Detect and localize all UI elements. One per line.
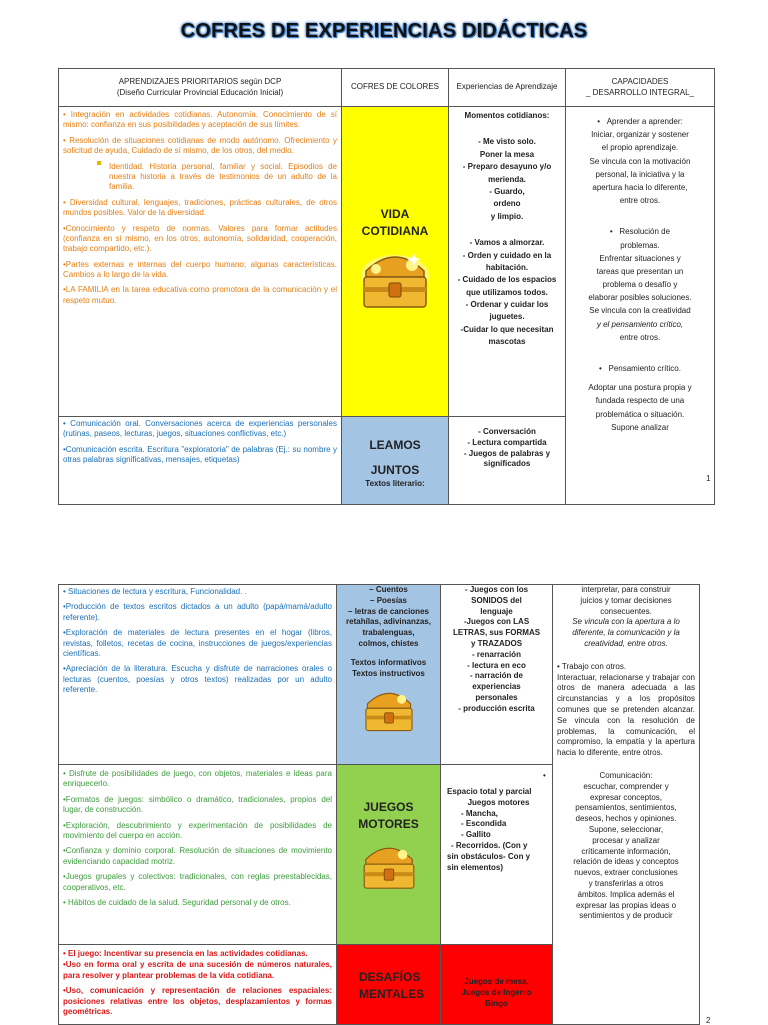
list-item: - narración de xyxy=(470,671,523,681)
list-item: lenguaje xyxy=(480,606,513,616)
list-item: retahílas, adivinanzas, xyxy=(346,617,431,627)
cofre-leamos-cont xyxy=(337,585,441,765)
treasure-chest-icon xyxy=(354,837,424,893)
list-item: - Recorridos. (Con y xyxy=(451,840,528,850)
list-item: •Apreciación de la literatura. Escucha y disfrute de narraciones orales o lecturas (cuentos, poesías y otros textos) realizadas por un adulto referente. xyxy=(63,664,332,695)
vida-experiencias: Momentos cotidianos: - Me visto solo. Poner la mesa - Preparo desayuno y/o merienda. - Guardo, ordeno y limpio. - Vamos a almorzar. - Orden y cuidado en la habitación. - Cuidado de los espacios que utilizamos todos. - Ordenar y cuidar los juguetes. -Cuidar lo que necesitan mascotas xyxy=(449,107,566,417)
treasure-chest-icon xyxy=(352,243,438,313)
list-item: • Resolución de situaciones cotidianas de modo autónomo. Ofrecimiento y solicitud de ayuda, Cuidado de sí mismo, de los otros, del medio. xyxy=(63,135,337,156)
desafios-aprendizajes xyxy=(59,945,337,1025)
list-item: experiencias xyxy=(472,682,521,692)
bullet-icon: • xyxy=(599,364,609,373)
list-item: Identidad. Historia personal, familiar y social. Episodios de nuestra historia a través de testimonios de un adulto de la familia. xyxy=(63,162,337,193)
header-capacidades: CAPACIDADES _ DESARROLLO INTEGRAL_ xyxy=(566,69,715,107)
list-item: – Poesías xyxy=(370,595,407,605)
bullet-icon: • xyxy=(609,227,620,237)
cofre-juegos-motores: JUEGOS MOTORES xyxy=(337,765,441,945)
bullet-icon: • xyxy=(597,117,607,126)
list-item: LETRAS, sus FORMAS xyxy=(452,628,541,638)
list-item: •Partes externas e internas del cuerpo humano; algunas características. Cambios a lo largo de la vida. xyxy=(63,259,337,280)
list-item: - Mancha, xyxy=(461,808,498,818)
list-item: personales xyxy=(475,692,518,702)
cofre-label: VIDA COTIDIANA xyxy=(361,206,429,238)
cofre-vida-cotidiana xyxy=(342,107,449,417)
list-item: – letras de canciones xyxy=(348,606,429,616)
list-item: - Juegos de palabras y xyxy=(463,448,551,458)
juegos-aprendizajes xyxy=(59,765,337,945)
list-item: Poner la mesa xyxy=(479,149,535,159)
header-experiencias: Experiencias de Aprendizaje xyxy=(449,69,566,107)
header-cofres: COFRES DE COLORES xyxy=(342,69,449,107)
list-item: y TRAZADOS xyxy=(470,638,523,648)
list-item: •Comunicación escrita. Escritura "exploratoria" de palabras (Ej.: su nombre y otras palabras significativas, mensajes, etiquetas) xyxy=(63,444,337,465)
leamos-aprendizajes xyxy=(59,417,342,505)
list-item: •Confianza y dominio corporal. Resolución de situaciones de movimiento evidenciando capacidad motriz. xyxy=(63,846,332,866)
list-item: • El juego: Incentivar su presencia en las actividades cotidianas. xyxy=(63,949,308,958)
list-item: •Exploración, descubrimiento y experimentación de posibilidades de movimiento del cuerpo en acción. xyxy=(63,820,332,840)
exp-list-a xyxy=(451,136,563,223)
list-item: - Preparo desayuno y/o xyxy=(462,162,552,172)
cofres-table-2 xyxy=(58,584,700,1025)
list-item: - Me visto solo. xyxy=(478,137,536,147)
list-item: Juegos de mesa. xyxy=(464,977,529,986)
capacidades-cell-2: interpretar, para construir juicios y tomar decisiones consecuentes. Se vincula con la apertura a lo diferente, la comunicación y la creatividad, entre otros. • Trabajo con otros. Interactuar, relacionarse y trabajar con otros de manera adecuada a las circunstancias y a los propósitos comunes que se pretenden alcanzar. Se vincula con la resolución de problemas, la comunicación, el compromiso, la empatía y la apertura hacia lo diferente, entre otros. • Comunicación: escuchar, comprender y expresar conceptos, pensamientos, sentimientos, deseos, hechos y opiniones. Supone, seleccionar, procesar y analizar críticamente información, relación de ideas y conceptos nuevos, extraer conclusiones y transferirlas a otros ámbitos. Implica además el expresar las propias ideas o sentimientos y de producir xyxy=(553,585,700,1025)
cap-resolucion: • Resolución de problemas. Enfrentar situaciones y tareas que presentan un problema o desafío y elaborar posibles soluciones. Se vincula con la creatividad y el pensamiento crítico, entre otros. xyxy=(588,227,692,342)
list-item: •Formatos de juegos: simbólico o dramático, tradicionales, propios del lugar, de construcción. xyxy=(63,794,332,815)
list-item: • Integración en actividades cotidianas. Autonomía. Conocimiento de sí mismo: confianza en sus posibilidades y aceptación de sus límites. xyxy=(63,110,337,130)
cofre-leamos-juntos: LEAMOS JUNTOS Textos literario: xyxy=(342,417,449,505)
list-item: juguetes. xyxy=(489,312,525,322)
list-item: Textos instructivos xyxy=(352,668,425,678)
list-item: - Lectura compartida xyxy=(467,437,547,447)
list-item: - producción escrita xyxy=(458,703,535,713)
list-item: • Diversidad cultural, lenguajes, tradiciones, prácticas culturales, de otros mundos posibles. Valor de la diversidad. xyxy=(63,197,337,218)
cap-pensamiento: • Pensamiento crítico. Adoptar una postura propia y fundada respecto de una problemática o situación. Supone analizar xyxy=(588,364,692,432)
page-title: COFRES DE EXPERIENCIAS DIDÁCTICAS xyxy=(180,20,588,42)
list-item: Textos informativos xyxy=(350,657,427,667)
list-item: • Comunicación oral. Conversaciones acerca de experiencias personales (rutinas, paseos, lecturas, juegos, situaciones conflictivas, etc.) xyxy=(63,419,337,439)
list-item: - Escondida xyxy=(461,819,507,829)
list-item: • Hábitos de cuidado de la salud. Seguridad personal y de otros. xyxy=(63,897,291,907)
list-item: • Disfrute de posibilidades de juego, con objetos, materiales e ideas para enriquecerlo. xyxy=(63,769,332,789)
list-item: trabalenguas, xyxy=(362,628,415,638)
list-item: - Juegos con los xyxy=(464,585,529,594)
list-item: •Producción de textos escritos dictados a un adulto (papá/mamá/adulto referente). xyxy=(63,602,332,622)
list-item: ordeno xyxy=(493,199,521,209)
leamos-experiencias xyxy=(449,417,566,505)
list-item: •Uso en forma oral y escrita de una sucesión de números naturales, para resolver y plantear problemas de la vida cotidiana. xyxy=(63,960,332,980)
list-item: •LA FAMILIA en la tarea educativa como promotora de la comunicación y el respeto mutuo. xyxy=(63,285,337,305)
leamos2-experiencias xyxy=(441,585,553,765)
list-item: •Conocimiento y respeto de normas. Valores para formar actitudes (confianza en sí mismo, en los otros, autonomía, solidaridad, cooperación, trabajo compartido, etc.). xyxy=(63,223,337,254)
list-item: significados xyxy=(483,459,531,469)
page-number: 2 xyxy=(706,1016,711,1025)
list-item: - Guardo, xyxy=(489,186,525,196)
list-item: - renarración xyxy=(472,649,521,659)
list-item: - Ordenar y cuidar los xyxy=(465,300,549,310)
list-item: - Conversación xyxy=(478,427,536,436)
cap-comunicacion: • Comunicación: escuchar, comprender y expresar conceptos, pensamientos, sentimientos, deseos, hechos y opiniones. Supone, seleccionar, procesar y analizar críticamente información, relación de ideas y conceptos nuevos, extraer conclusiones y transferirlas a otros ámbitos. Implica además el expresar las propias ideas o sentimientos y de producir xyxy=(543,770,679,921)
list-item: - Vamos a almorzar. xyxy=(469,238,545,248)
list-item: habitación. xyxy=(485,262,529,272)
list-item: • Situaciones de lectura y escritura, Funcionalidad. . xyxy=(63,587,247,596)
list-item: -Juegos con LAS xyxy=(463,617,530,627)
list-item: colmos, chistes xyxy=(358,638,419,648)
treasure-chest-icon xyxy=(357,683,421,735)
list-item: Bingo xyxy=(485,998,508,1008)
juegos-experiencias xyxy=(441,765,553,945)
cofres-table-1 xyxy=(58,68,715,505)
list-item: sin obstáculos- Con y xyxy=(447,851,531,861)
header-aprendizajes: APRENDIZAJES PRIORITARIOS según DCP (Diseño Curricular Provincial Educación Inicial) xyxy=(59,69,342,107)
list-item: mascotas xyxy=(488,337,526,347)
list-item xyxy=(339,650,438,658)
list-item: - Cuidado de los espacios xyxy=(457,275,557,285)
list-item: SONIDOS del xyxy=(471,595,522,605)
list-item: que utilizamos todos. xyxy=(466,287,548,297)
list-item: - Gallito xyxy=(461,830,491,840)
bullet-icon xyxy=(97,161,101,165)
list-item: •Juegos grupales y colectivos: tradicionales, con reglas preestablecidas, cooperativos, etc. xyxy=(63,872,332,892)
list-item: Juegos motores xyxy=(467,797,530,807)
list-item: •Uso, comunicación y representación de relaciones espaciales: posiciones relativas entre los objetos, desplazamientos y formas geométricas. xyxy=(63,986,332,1016)
list-item: sin elementos) xyxy=(447,862,504,872)
list-item: – Cuentos xyxy=(369,585,408,594)
list-item: Juegos de Ingenio xyxy=(461,987,532,997)
bullet-icon: • xyxy=(543,770,546,780)
page-number: 1 xyxy=(706,474,711,483)
desafios-experiencias xyxy=(441,945,553,1025)
list-item: •Exploración de materiales de lectura presentes en el hogar (libros, revistas, folletos, recetas de cocina, instrucciones de juegos/experiencias científicas. xyxy=(63,628,332,658)
list-item: - lectura en eco xyxy=(467,660,526,670)
list-item: Espacio total y parcial xyxy=(447,787,532,796)
leamos2-aprendizajes xyxy=(59,585,337,765)
list-item: -Cuidar lo que necesitan xyxy=(460,324,554,334)
list-item: y limpio. xyxy=(490,211,524,221)
cap-trabajo: • Trabajo con otros. Interactuar, relacionarse y trabajar con otros de manera adecuada a las circunstancias y a los propósitos comunes que se pretenden alcanzar. Se vincula con la resolución de problemas, la comunicación, el compromiso, la empatía y la apertura hacia lo diferente, entre otros. xyxy=(557,661,695,758)
exp-list-b xyxy=(451,237,563,349)
cofre-desafios-mentales: DESAFÍOS MENTALES xyxy=(337,945,441,1025)
list-item: merienda. xyxy=(488,174,526,184)
capacidades-cell-1 xyxy=(566,107,715,505)
cap-aprender: • Aprender a aprender: Iniciar, organizar y sostener el propio aprendizaje. Se vincula con la motivación personal, la iniciativa y la apertura hacia lo diferente, entre otros. xyxy=(589,117,691,206)
vida-aprendizajes xyxy=(59,107,342,417)
list-item: - Orden y cuidado en la xyxy=(462,250,552,260)
